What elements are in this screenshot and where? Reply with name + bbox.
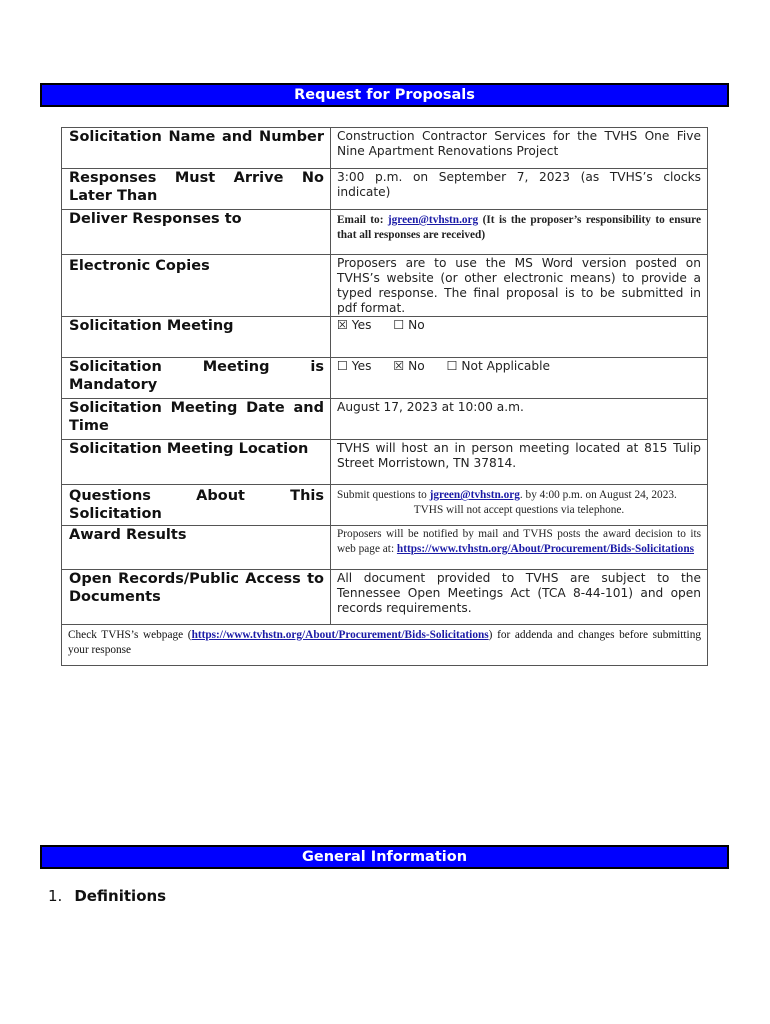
row-label: Solicitation Meeting — [62, 317, 331, 358]
row-value: TVHS will host an in person meeting located at 815 Tulip Street Morristown, TN 37814. — [331, 440, 708, 485]
row-label: Solicitation Meeting Location — [62, 440, 331, 485]
email-link[interactable]: jgreen@tvhstn.org — [387, 214, 479, 226]
rfp-summary-table — [61, 127, 708, 666]
table-row — [62, 570, 708, 625]
definitions-list-item — [48, 887, 166, 905]
table-row — [62, 317, 708, 358]
table-row — [62, 399, 708, 440]
row-value: Proposers will be notified by mail and TVHS posts the award decision to its web page at: https://www.tvhstn.org/About/Procurement/Bids-Solicitations — [331, 526, 708, 570]
rfp-section-banner: Request for Proposals — [40, 83, 729, 107]
table-row — [62, 485, 708, 526]
checkbox-option-not-applicable[interactable]: ☐ Not Applicable — [446, 359, 551, 373]
row-value: Email to: jgreen@tvhstn.org (It is the proposer’s responsibility to ensure that all responses are received) — [331, 210, 708, 255]
table-row — [62, 625, 708, 666]
row-value — [331, 358, 708, 399]
table-row — [62, 128, 708, 169]
footer-note: Check TVHS’s webpage (https://www.tvhstn.org/About/Procurement/Bids-Solicitations) for addenda and changes before submitting your response — [62, 625, 708, 666]
email-link[interactable]: jgreen@tvhstn.org — [429, 489, 520, 501]
row-label: Questions About This Solicitation — [62, 485, 331, 526]
row-label: Deliver Responses to — [62, 210, 331, 255]
row-label: Responses Must Arrive No Later Than — [62, 169, 331, 210]
checkbox-option-no[interactable]: ☐ No — [393, 318, 425, 332]
bids-solicitations-link[interactable]: https://www.tvhstn.org/About/Procurement/Bids-Solicitations — [191, 629, 489, 641]
row-label: Solicitation Meeting is Mandatory — [62, 358, 331, 399]
list-item-label: Definitions — [74, 887, 167, 905]
row-value: August 17, 2023 at 10:00 a.m. — [331, 399, 708, 440]
table-row — [62, 169, 708, 210]
row-value: Proposers are to use the MS Word version posted on TVHS’s website (or other electronic means) to provide a typed response. The final proposal is to be submitted in pdf format. — [331, 255, 708, 317]
checkbox-option-yes[interactable]: ☐ Yes — [337, 359, 372, 373]
row-label: Open Records/Public Access to Documents — [62, 570, 331, 625]
table-row — [62, 526, 708, 570]
checkbox-option-yes[interactable]: ☒ Yes — [337, 318, 372, 332]
bids-solicitations-link[interactable]: https://www.tvhstn.org/About/Procurement/Bids-Solicitations — [396, 543, 695, 555]
row-value: Construction Contractor Services for the TVHS One Five Nine Apartment Renovations Project — [331, 128, 708, 169]
row-label: Award Results — [62, 526, 331, 570]
checkbox-option-no[interactable]: ☒ No — [393, 359, 425, 373]
row-label: Solicitation Meeting Date and Time — [62, 399, 331, 440]
row-label: Solicitation Name and Number — [62, 128, 331, 169]
table-row — [62, 440, 708, 485]
row-value — [331, 317, 708, 358]
table-row — [62, 210, 708, 255]
row-label: Electronic Copies — [62, 255, 331, 317]
row-value: All document provided to TVHS are subject to the Tennessee Open Meetings Act (TCA 8-44-101) and open records requirements. — [331, 570, 708, 625]
list-number: 1. — [48, 887, 63, 905]
table-row — [62, 358, 708, 399]
table-row — [62, 255, 708, 317]
row-value: Submit questions to jgreen@tvhstn.org. by 4:00 p.m. on August 24, 2023. TVHS will not accept questions via telephone. — [331, 485, 708, 526]
general-information-banner: General Information — [40, 845, 729, 869]
row-value: 3:00 p.m. on September 7, 2023 (as TVHS’s clocks indicate) — [331, 169, 708, 210]
